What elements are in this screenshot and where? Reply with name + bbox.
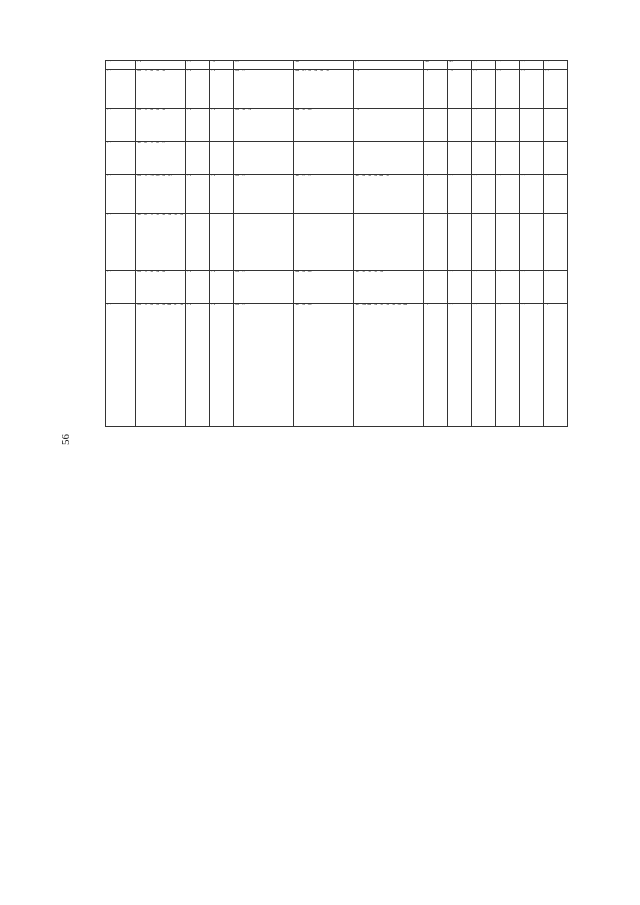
- table-row: [106, 271, 568, 304]
- cell-text: [498, 304, 504, 306]
- cell-text: [450, 70, 456, 72]
- table-cell: [294, 271, 354, 304]
- table-cell: [186, 175, 210, 214]
- table-cell: [294, 304, 354, 427]
- cell-text: [212, 109, 218, 111]
- cell-text: [138, 304, 186, 306]
- cell-text: [356, 109, 362, 111]
- cell-text: [108, 70, 114, 72]
- cell-text: [108, 142, 114, 144]
- cell-text: 2: [138, 60, 143, 62]
- table-cell: [186, 142, 210, 175]
- cell-text: [356, 304, 410, 306]
- table-row: [106, 214, 568, 271]
- page-number: 56: [60, 434, 72, 445]
- table-cell: [106, 214, 136, 271]
- table-cell: [448, 214, 472, 271]
- cell-text: [212, 175, 218, 177]
- cell-text: [108, 214, 114, 216]
- table-cell: [186, 61, 210, 70]
- table-cell: [496, 304, 520, 427]
- cell-text: [138, 109, 168, 111]
- table-cell: [544, 109, 568, 142]
- cell-text: [188, 175, 194, 177]
- table-cell: [472, 304, 496, 427]
- cell-text: [296, 109, 314, 111]
- table-cell: [186, 304, 210, 427]
- table-cell: [106, 175, 136, 214]
- table-cell: [294, 61, 354, 70]
- cell-text: [108, 271, 114, 273]
- table-cell: [354, 214, 424, 271]
- table-cell: [106, 271, 136, 304]
- table-cell: [136, 175, 186, 214]
- table-cell: [496, 109, 520, 142]
- cell-text: [236, 304, 248, 306]
- cell-text: [498, 175, 504, 177]
- table-cell: [354, 271, 424, 304]
- table-cell: [472, 271, 496, 304]
- table-cell: [472, 214, 496, 271]
- cell-text: -: [426, 69, 431, 71]
- table-cell: [544, 304, 568, 427]
- table-cell: [136, 214, 186, 271]
- table-cell: [106, 61, 136, 70]
- cell-text: [450, 175, 456, 177]
- table-cell: [472, 142, 496, 175]
- cell-text: [236, 271, 248, 273]
- table-row: [106, 70, 568, 109]
- cell-text: [188, 70, 194, 72]
- table-cell: [234, 214, 294, 271]
- cell-text: [108, 304, 114, 306]
- cell-text: [474, 304, 480, 306]
- cell-text: 6: [296, 60, 301, 62]
- table-cell: [234, 70, 294, 109]
- cell-text: -: [426, 174, 431, 176]
- table-cell: [472, 61, 496, 70]
- cell-text: [546, 61, 552, 63]
- table-cell: [136, 109, 186, 142]
- table-cell: [210, 142, 234, 175]
- table-row: [106, 304, 568, 427]
- table-cell: [136, 142, 186, 175]
- table-cell: [354, 61, 424, 70]
- table-cell: [106, 70, 136, 109]
- table-cell: [544, 142, 568, 175]
- table-cell: [354, 109, 424, 142]
- table-cell: [520, 142, 544, 175]
- table-cell: [210, 214, 234, 271]
- table-row: [106, 109, 568, 142]
- cell-text: 1: [108, 60, 113, 62]
- cell-text: [212, 304, 218, 306]
- cell-text: [498, 70, 504, 72]
- cell-text: [426, 271, 432, 273]
- table-row: [106, 142, 568, 175]
- table-cell: [448, 70, 472, 109]
- cell-text: [296, 304, 314, 306]
- cell-text: [188, 109, 194, 111]
- table-cell: [234, 61, 294, 70]
- table-cell: [544, 214, 568, 271]
- cell-text: [522, 70, 528, 72]
- table-cell: [234, 304, 294, 427]
- cell-text: 8: [426, 60, 431, 62]
- table-cell: [186, 271, 210, 304]
- cell-text: [546, 70, 552, 72]
- table-cell: [496, 271, 520, 304]
- table-cell: [424, 61, 448, 70]
- table-cell: [106, 109, 136, 142]
- cell-text: [108, 175, 114, 177]
- row-header: [106, 61, 568, 70]
- table-cell: [354, 175, 424, 214]
- document-table: [105, 60, 568, 427]
- table-cell: [424, 109, 448, 142]
- table-cell: [424, 175, 448, 214]
- table-cell: [210, 304, 234, 427]
- cell-text: [498, 61, 504, 63]
- table-cell: [234, 175, 294, 214]
- cell-text: [212, 70, 218, 72]
- table-cell: [544, 271, 568, 304]
- table-cell: [496, 214, 520, 271]
- table-cell: [106, 304, 136, 427]
- cell-text: [522, 271, 528, 273]
- cell-text: [522, 175, 528, 177]
- cell-text: 3: [188, 60, 193, 62]
- table-cell: [448, 61, 472, 70]
- table-cell: [136, 70, 186, 109]
- cell-text: [108, 109, 114, 111]
- table-cell: [186, 70, 210, 109]
- table-cell: [210, 271, 234, 304]
- table-cell: [106, 142, 136, 175]
- cell-text: [212, 271, 218, 273]
- table-cell: [472, 175, 496, 214]
- table-cell: [354, 304, 424, 427]
- table-cell: [210, 175, 234, 214]
- table-cell: [424, 142, 448, 175]
- cell-text: [236, 70, 248, 72]
- table-cell: [520, 214, 544, 271]
- cell-text: [356, 70, 362, 72]
- table-cell: [294, 109, 354, 142]
- cell-text: [522, 61, 528, 63]
- table-cell: [520, 271, 544, 304]
- cell-text: [356, 175, 392, 177]
- table-cell: [354, 142, 424, 175]
- table-cell: [496, 142, 520, 175]
- table-cell: [448, 142, 472, 175]
- cell-text: [474, 61, 480, 63]
- table-cell: [234, 142, 294, 175]
- table-cell: [424, 214, 448, 271]
- table-cell: [520, 61, 544, 70]
- table-cell: [448, 109, 472, 142]
- cell-text: [188, 304, 194, 306]
- table-cell: [496, 175, 520, 214]
- cell-text: [138, 70, 168, 72]
- cell-text: 4: [212, 60, 217, 62]
- cell-text: [236, 109, 254, 111]
- cell-text: [474, 70, 480, 72]
- cell-text: [138, 175, 174, 177]
- cell-text: -: [546, 303, 551, 305]
- cell-text: [450, 304, 456, 306]
- cell-text: [296, 271, 314, 273]
- table-cell: [136, 271, 186, 304]
- table-cell: [520, 70, 544, 109]
- table-cell: [294, 142, 354, 175]
- table-cell: [496, 61, 520, 70]
- cell-text: [498, 271, 504, 273]
- table-cell: [234, 271, 294, 304]
- cell-text: 7: [356, 60, 361, 62]
- cell-text: [546, 175, 552, 177]
- cell-text: -: [426, 303, 431, 305]
- table-cell: [448, 304, 472, 427]
- table-cell: [186, 109, 210, 142]
- cell-text: 1: [474, 108, 479, 110]
- table-cell: [544, 61, 568, 70]
- table-cell: [234, 109, 294, 142]
- table-cell: [472, 70, 496, 109]
- table-cell: [448, 271, 472, 304]
- cell-text: 5: [236, 60, 241, 62]
- table-cell: [424, 271, 448, 304]
- cell-text: [296, 175, 314, 177]
- table-cell: [520, 304, 544, 427]
- table-cell: [496, 70, 520, 109]
- cell-text: [296, 70, 332, 72]
- table-cell: [354, 70, 424, 109]
- cell-text: [356, 271, 386, 273]
- cell-text: [138, 271, 168, 273]
- table-cell: [210, 109, 234, 142]
- table-cell: [186, 214, 210, 271]
- table-cell: [136, 61, 186, 70]
- cell-text: [188, 271, 194, 273]
- cell-text: [474, 175, 480, 177]
- table-cell: [448, 175, 472, 214]
- cell-text: [138, 214, 186, 216]
- cell-text: [138, 142, 168, 144]
- table-row: [106, 175, 568, 214]
- cell-text: [450, 271, 456, 273]
- table-cell: [294, 70, 354, 109]
- table-cell: [136, 304, 186, 427]
- table-cell: [520, 175, 544, 214]
- table-cell: [294, 175, 354, 214]
- table-cell: [294, 214, 354, 271]
- cell-text: 9: [450, 60, 455, 62]
- table-cell: [544, 70, 568, 109]
- cell-text: [474, 271, 480, 273]
- cell-text: [236, 175, 248, 177]
- table-cell: [520, 109, 544, 142]
- cell-text: [546, 271, 552, 273]
- table-cell: [424, 304, 448, 427]
- table-cell: [424, 70, 448, 109]
- table-cell: [210, 70, 234, 109]
- table-cell: [472, 109, 496, 142]
- table-cell: [544, 175, 568, 214]
- cell-text: [522, 304, 528, 306]
- table-cell: [210, 61, 234, 70]
